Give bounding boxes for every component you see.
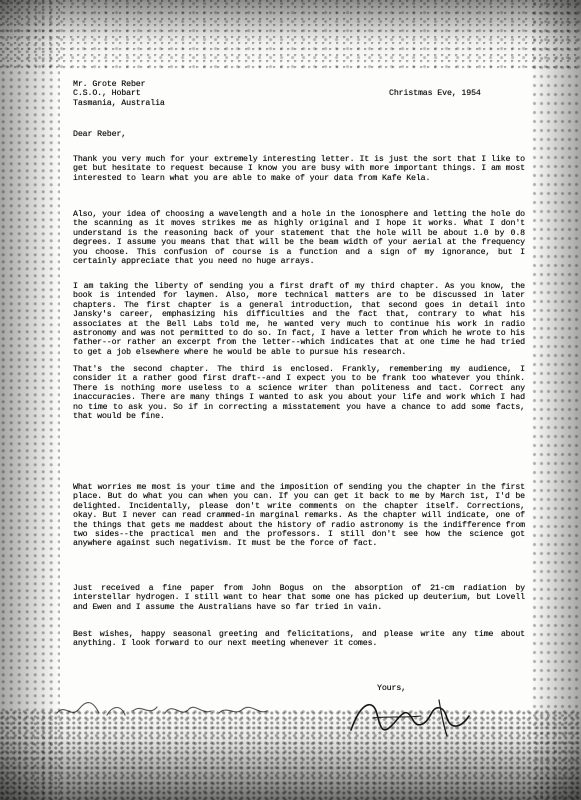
handwritten-enclosure-note [53,695,283,725]
recipient-address [73,80,293,108]
letter-date: Christmas Eve, 1954 [389,89,481,98]
scan-edge-top [0,0,581,70]
address-line-name: Mr. Grote Reber [73,80,146,89]
paragraph-2: Also, your idea of choosing a wavelength and a hole in the ionosphere and letting the hole do the scanning as it moves strikes me as highly original and I hope it works. What I don't understand is the reasoning back of your statement that the hole will be about 1.0 by 0.8 degrees. I assume you means that that will be the beam width of your aerial at the frequency you choose. This confusion of course is a function and a sign of my ignorance, but I certainly appreciate that you need no huge arrays. [73,210,525,267]
closing: Yours, [377,684,406,693]
scan-edge-left [0,0,60,800]
paragraph-5: What worries me most is your time and the imposition of sending you the chapter in the first place. But do what you can when you can. If you can get it back to me by March 1st, I'd be delighted. Incidentally, please don't write comments on the chapter itself. Corrections, okay. But I never can read crammed-in marginal remarks. As the chapter will indicate, one of the things that gets me maddest about the history of radio astronomy is the indifference from two sides--the practical men and the professors. I still don't see how the science got anywhere against such negativism. It must be the force of fact. [73,483,525,549]
scan-edge-right [531,0,581,800]
address-line-location: Tasmania, Australia [73,98,165,108]
salutation: Dear Reber, [73,130,127,139]
paragraph-7: Best wishes, happy seasonal greeting and felicitations, and please write any time about anything. I look forward to our next meeting whenever it comes. [73,630,525,649]
address-line-institution: C.S.O., Hobart [73,89,141,99]
paragraph-4: That's the second chapter. The third is enclosed. Frankly, remembering my audience, I consider it a rather good first draft--and I expect you to be frank too whatever you think. There is nothing more useless to a science writer than politeness and tact. Correct any inaccuracies. There are many things I wanted to ask you about your life and work which I had no time to ask you. So if in correcting a misstatement you have a chance to add some facts, that would be fine. [73,365,525,422]
paragraph-6: Just received a fine paper from John Bogus on the absorption of 21-cm radiation by interstellar hydrogen. I still want to hear that some one has picked up deuterium, but Lovell and Ewen and I assume the Australians have so far tried in vain. [73,584,525,612]
handwritten-signature [343,692,483,742]
paragraph-1: Thank you very much for your extremely interesting letter. It is just the sort that I like to get but hesitate to request because I know you are busy with more important things. I am most interested to learn what you are able to make of your data from Kafe Kela. [73,155,525,183]
paragraph-3: I am taking the liberty of sending you a first draft of my third chapter. As you know, the book is intended for laymen. Also, more technical matters are to be discussed in later chapters. The first chapter is a general introduction, that second goes in detail into Jansky's career, emphasizing his difficulties and the fact that, contrary to what his associates at the Bell Labs told me, he wanted very much to continue his work in radio astronomy and was not permitted to do so. In fact, I have a letter from which he wrote to his father--or rather an excerpt from the letter--which indicates that at one time he had tried to get a job elsewhere where he would be able to pursue his research. [73,282,525,357]
